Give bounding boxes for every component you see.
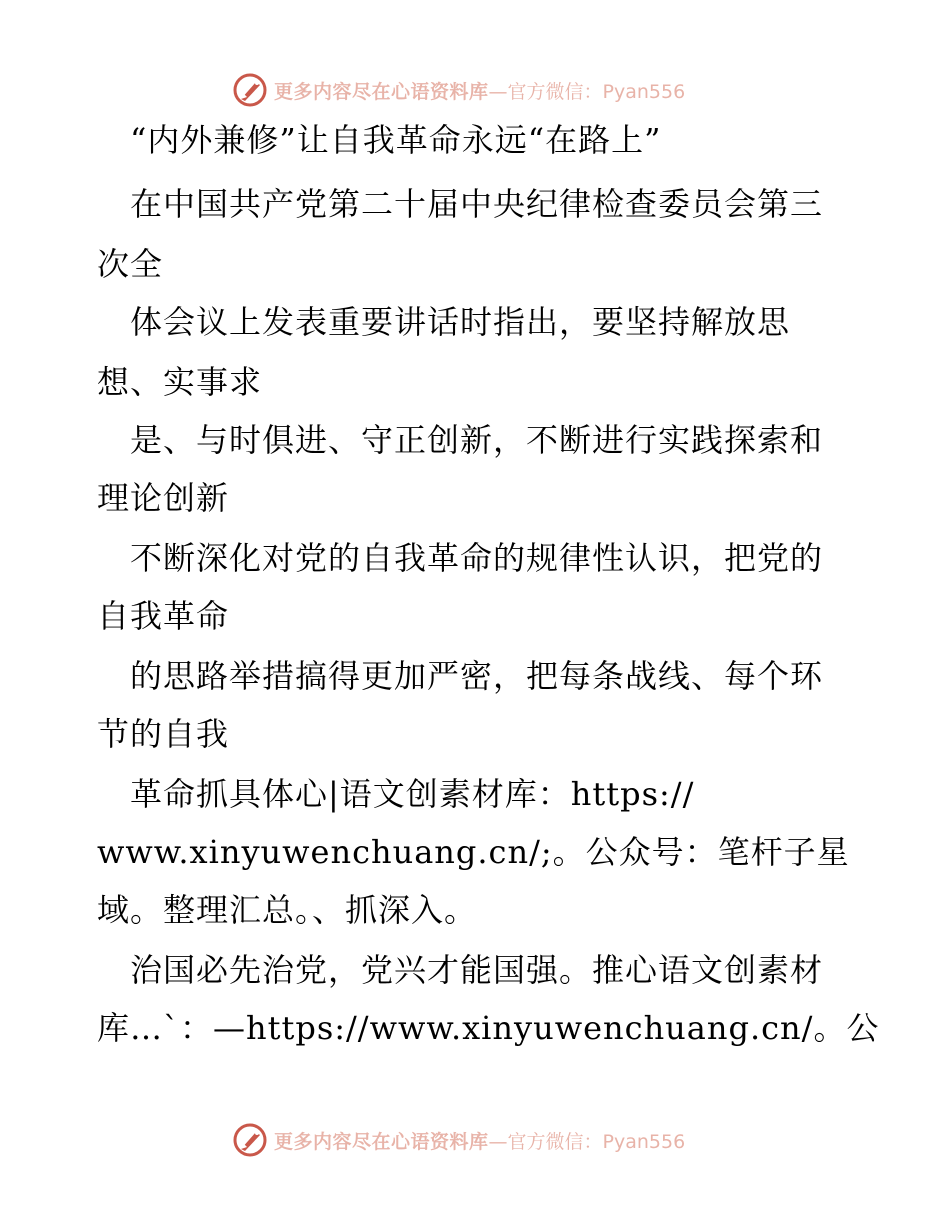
body-line: 的思路举措搞得更加严密，把每条战线、每个环 — [97, 657, 824, 695]
body-line: 治国必先治党，党兴才能国强。推心语文创素材 — [97, 951, 824, 989]
header-banner-text: 更多内容尽在心语资料库 — [274, 80, 489, 103]
body-line: 不断深化对党的自我革命的规律性认识，把党的 — [97, 539, 824, 577]
pen-logo-icon — [232, 1122, 268, 1158]
document-title: “内外兼修”让自我革命永远“在路上” — [97, 121, 662, 159]
footer-banner — [232, 1122, 685, 1158]
body-line: 是、与时俱进、守正创新，不断进行实践探索和 — [97, 421, 824, 459]
footer-banner-wechat: —官方微信：Pyan556 — [488, 1130, 686, 1153]
body-line: 革命抓具体心|语文创素材库：https:// — [97, 775, 695, 813]
body-line: 域。整理汇总。、抓深入。 — [97, 891, 478, 929]
body-line: 理论创新 — [97, 479, 230, 517]
body-line: 节的自我 — [97, 715, 230, 753]
pen-logo-icon — [232, 72, 268, 108]
body-line: 体会议上发表重要讲话时指出，要坚持解放思 — [97, 303, 791, 341]
header-banner — [232, 72, 685, 108]
body-line: www.xinyuwenchuang.cn/;。公众号：笔杆子星 — [97, 833, 850, 871]
body-line: 库…`：—https://www.xinyuwenchuang.cn/。公 — [97, 1009, 880, 1047]
footer-banner-text: 更多内容尽在心语资料库 — [274, 1130, 489, 1153]
header-banner-wechat: —官方微信：Pyan556 — [488, 80, 686, 103]
body-line: 自我革命 — [97, 597, 230, 635]
body-line: 在中国共产党第二十届中央纪律检查委员会第三 — [97, 185, 824, 223]
body-line: 想、实事求 — [97, 363, 263, 401]
body-line: 次全 — [97, 245, 164, 283]
